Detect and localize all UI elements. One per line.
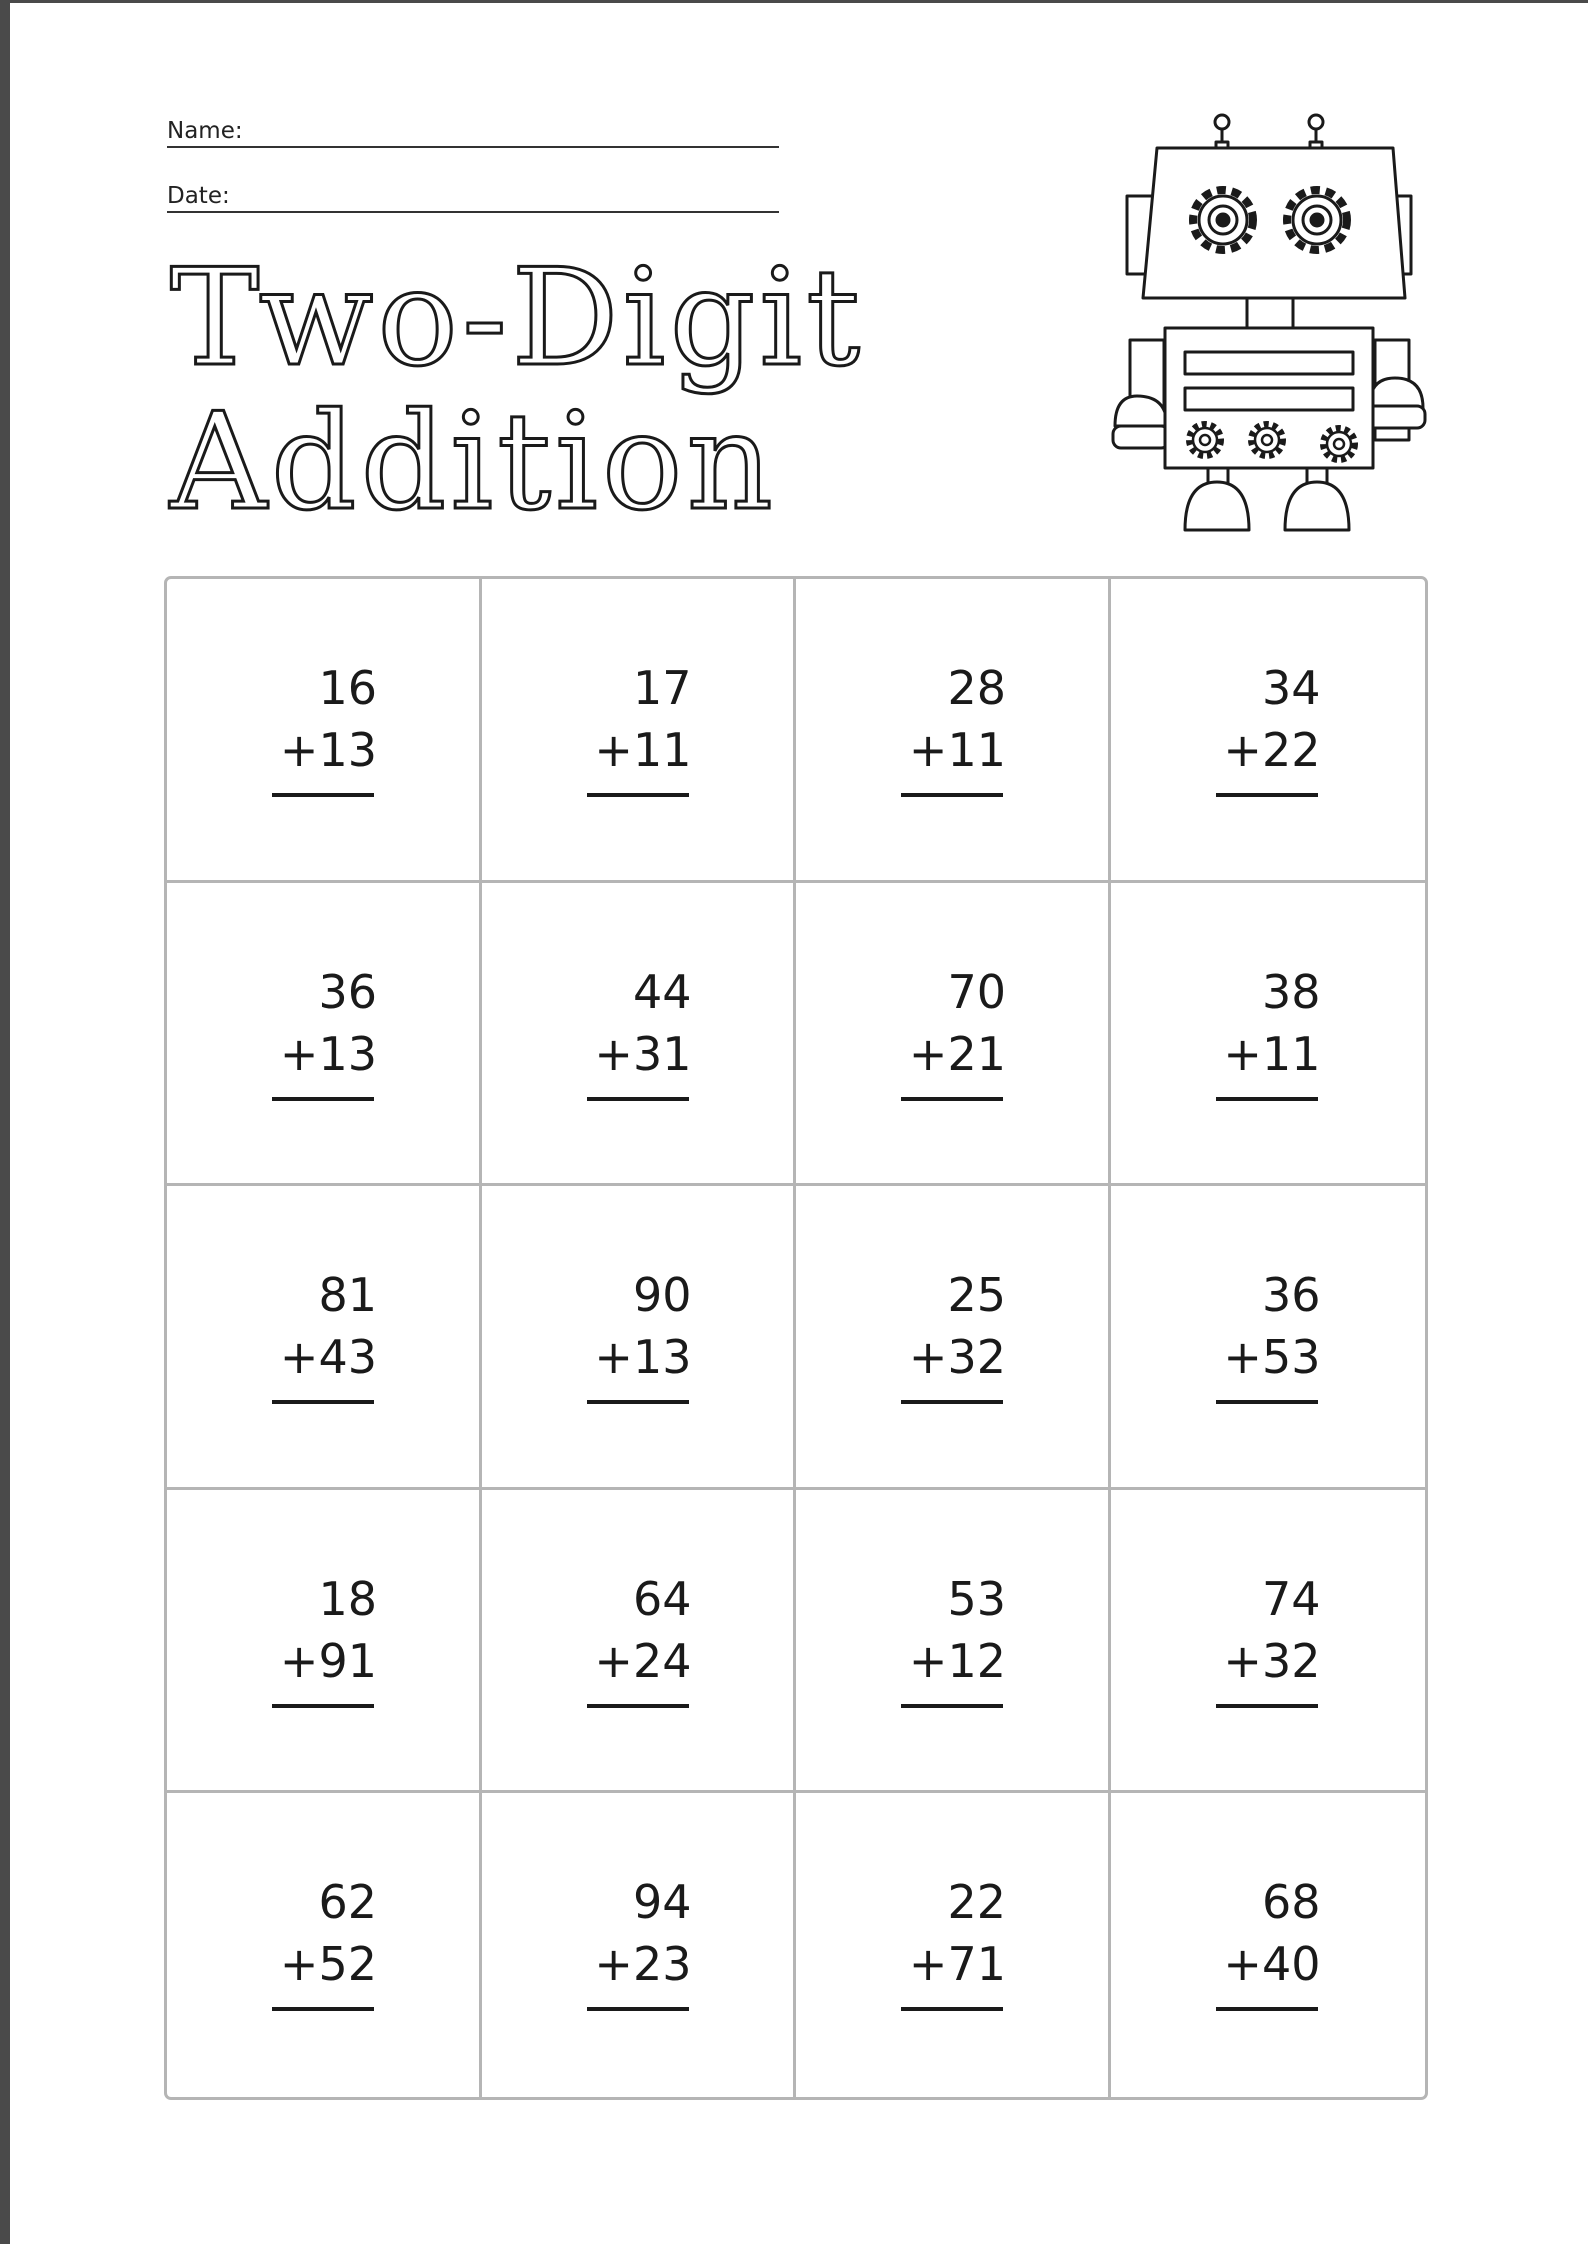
addition-problem bbox=[582, 1871, 692, 1995]
answer-line bbox=[587, 2007, 689, 2011]
answer-line bbox=[1216, 793, 1318, 797]
addition-problem bbox=[582, 961, 692, 1085]
addition-problem bbox=[1211, 1568, 1321, 1692]
first-addend: 90 bbox=[632, 1268, 692, 1323]
answer-line bbox=[901, 793, 1003, 797]
first-addend: 62 bbox=[318, 1875, 377, 1930]
addition-problem bbox=[1211, 1871, 1321, 1995]
problem-grid bbox=[164, 576, 1428, 2100]
problem-cell[interactable] bbox=[796, 1793, 1111, 2097]
second-addend: +11 bbox=[594, 723, 692, 777]
answer-line bbox=[901, 1097, 1003, 1101]
addition-problem bbox=[896, 1871, 1006, 1995]
second-addend: +13 bbox=[279, 1026, 377, 1081]
second-addend: +53 bbox=[1223, 1330, 1321, 1385]
addition-problem bbox=[896, 1264, 1006, 1388]
date-label: Date: bbox=[167, 183, 230, 209]
answer-line bbox=[1216, 1097, 1318, 1101]
problem-cell[interactable] bbox=[1111, 579, 1426, 883]
problem-cell[interactable] bbox=[1111, 1490, 1426, 1794]
first-addend: 94 bbox=[632, 1875, 692, 1930]
first-addend: 74 bbox=[1261, 1571, 1321, 1626]
problem-cell[interactable] bbox=[482, 883, 797, 1187]
problem-cell[interactable] bbox=[1111, 883, 1426, 1187]
answer-line bbox=[587, 1704, 689, 1708]
second-addend: +31 bbox=[594, 1026, 692, 1081]
second-addend: +13 bbox=[279, 723, 377, 777]
date-field[interactable] bbox=[167, 177, 779, 213]
answer-line bbox=[272, 2007, 374, 2011]
problem-cell[interactable] bbox=[482, 1490, 797, 1794]
problem-cell[interactable] bbox=[482, 1793, 797, 2097]
second-addend: +12 bbox=[908, 1633, 1006, 1688]
answer-line bbox=[272, 793, 374, 797]
addition-problem bbox=[582, 1568, 692, 1692]
worksheet-title bbox=[170, 240, 865, 540]
second-addend: +52 bbox=[279, 1937, 377, 1992]
problem-cell[interactable] bbox=[1111, 1793, 1426, 2097]
first-addend: 28 bbox=[947, 661, 1006, 715]
problem-cell[interactable] bbox=[167, 1186, 482, 1490]
first-addend: 64 bbox=[632, 1571, 692, 1626]
addition-problem bbox=[267, 1568, 377, 1692]
second-addend: +13 bbox=[594, 1330, 692, 1385]
first-addend: 18 bbox=[318, 1571, 377, 1626]
second-addend: +24 bbox=[594, 1633, 692, 1688]
addition-problem bbox=[896, 657, 1006, 781]
addition-problem bbox=[896, 961, 1006, 1085]
first-addend: 38 bbox=[1261, 964, 1321, 1019]
addition-problem bbox=[582, 657, 692, 781]
problem-cell[interactable] bbox=[482, 579, 797, 883]
second-addend: +22 bbox=[1223, 723, 1321, 777]
problem-cell[interactable] bbox=[796, 579, 1111, 883]
first-addend: 25 bbox=[947, 1268, 1006, 1323]
problem-cell[interactable] bbox=[1111, 1186, 1426, 1490]
first-addend: 53 bbox=[947, 1571, 1006, 1626]
problem-cell[interactable] bbox=[796, 1490, 1111, 1794]
first-addend: 36 bbox=[1261, 1268, 1321, 1323]
second-addend: +23 bbox=[594, 1937, 692, 1992]
problem-cell[interactable] bbox=[796, 1186, 1111, 1490]
first-addend: 17 bbox=[632, 661, 692, 715]
answer-line bbox=[1216, 1400, 1318, 1404]
answer-line bbox=[1216, 2007, 1318, 2011]
second-addend: +71 bbox=[908, 1937, 1006, 1992]
second-addend: +40 bbox=[1223, 1937, 1321, 1992]
answer-line bbox=[272, 1097, 374, 1101]
addition-problem bbox=[267, 961, 377, 1085]
answer-line bbox=[901, 2007, 1003, 2011]
title-line-1: Two-Digit bbox=[170, 240, 865, 396]
first-addend: 16 bbox=[318, 661, 377, 715]
second-addend: +91 bbox=[279, 1633, 377, 1688]
addition-problem bbox=[267, 1871, 377, 1995]
second-addend: +11 bbox=[908, 723, 1006, 777]
problem-cell[interactable] bbox=[796, 883, 1111, 1187]
answer-line bbox=[587, 1097, 689, 1101]
first-addend: 68 bbox=[1261, 1875, 1321, 1930]
addition-problem bbox=[1211, 961, 1321, 1085]
problem-cell[interactable] bbox=[167, 1793, 482, 2097]
addition-problem bbox=[267, 657, 377, 781]
second-addend: +11 bbox=[1223, 1026, 1321, 1081]
viewer-frame-left bbox=[0, 0, 10, 2244]
title-line-2: Addition bbox=[170, 384, 777, 540]
robot-icon bbox=[1105, 108, 1430, 538]
second-addend: +21 bbox=[908, 1026, 1006, 1081]
answer-line bbox=[587, 1400, 689, 1404]
addition-problem bbox=[1211, 657, 1321, 781]
answer-line bbox=[901, 1400, 1003, 1404]
problem-cell[interactable] bbox=[167, 579, 482, 883]
name-label: Name: bbox=[167, 118, 243, 144]
answer-line bbox=[272, 1704, 374, 1708]
first-addend: 36 bbox=[318, 964, 377, 1019]
answer-line bbox=[272, 1400, 374, 1404]
second-addend: +43 bbox=[279, 1330, 377, 1385]
answer-line bbox=[1216, 1704, 1318, 1708]
addition-problem bbox=[1211, 1264, 1321, 1388]
addition-problem bbox=[267, 1264, 377, 1388]
second-addend: +32 bbox=[1223, 1633, 1321, 1688]
first-addend: 22 bbox=[947, 1875, 1006, 1930]
problem-cell[interactable] bbox=[167, 883, 482, 1187]
viewer-frame-top bbox=[0, 0, 1588, 3]
second-addend: +32 bbox=[908, 1330, 1006, 1385]
answer-line bbox=[587, 793, 689, 797]
answer-line bbox=[901, 1704, 1003, 1708]
name-field[interactable] bbox=[167, 112, 779, 148]
addition-problem bbox=[896, 1568, 1006, 1692]
first-addend: 44 bbox=[632, 964, 692, 1019]
problem-cell[interactable] bbox=[167, 1490, 482, 1794]
addition-problem bbox=[582, 1264, 692, 1388]
first-addend: 70 bbox=[947, 964, 1006, 1019]
first-addend: 81 bbox=[318, 1268, 377, 1323]
problem-cell[interactable] bbox=[482, 1186, 797, 1490]
first-addend: 34 bbox=[1261, 661, 1321, 715]
